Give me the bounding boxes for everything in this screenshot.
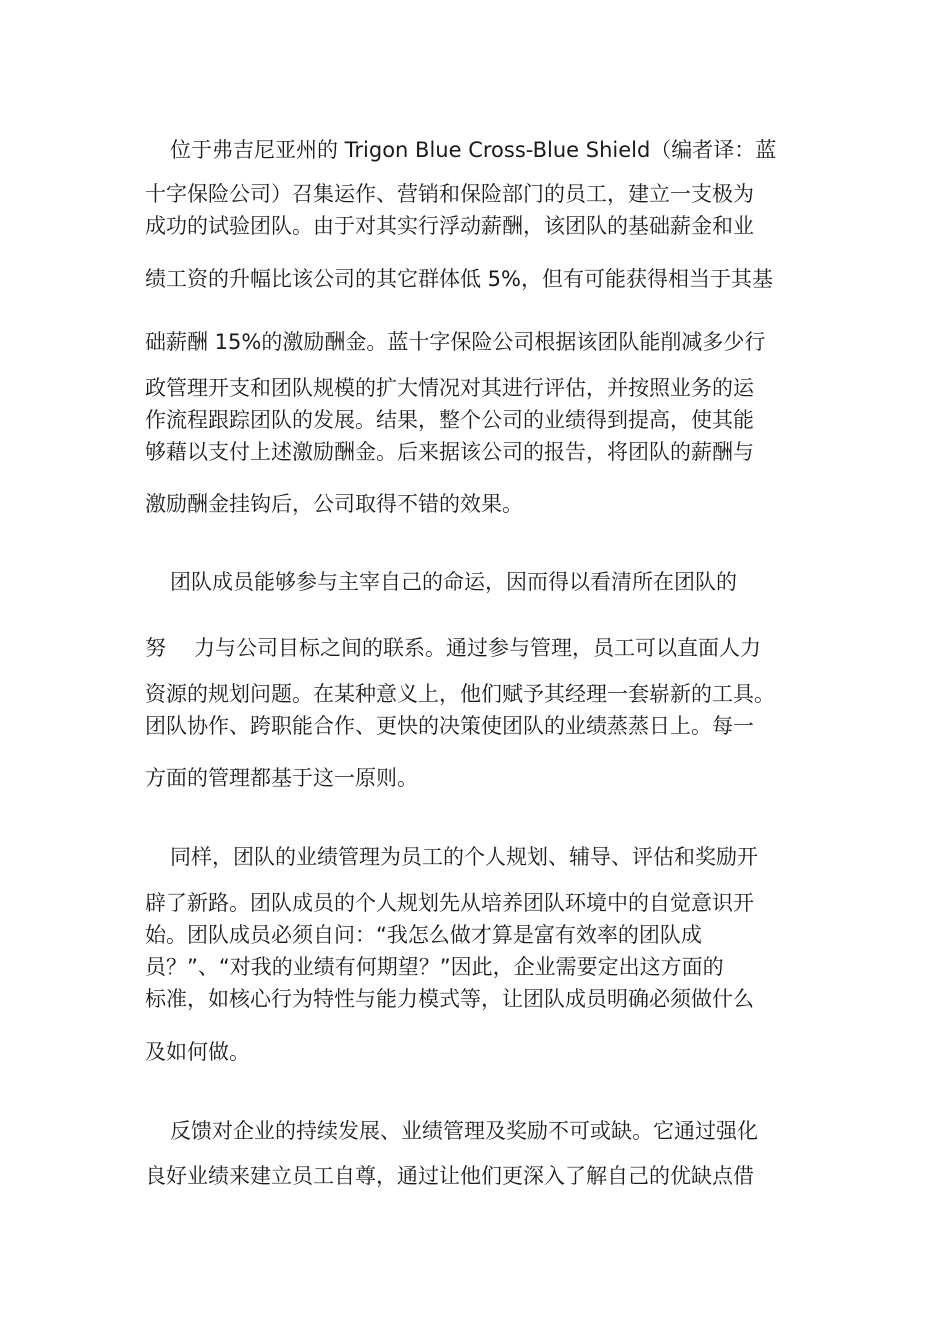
paragraph-1-line-6: 政管理开支和团队规模的扩大情况对其进行评估，并按照业务的运 [145,376,754,400]
paragraph-2-line-4: 团队协作、跨职能合作、更快的决策使团队的业绩蒸蒸日上。每一 [145,714,754,738]
paragraph-3-line-3: 始。团队成员必须自问：“我怎么做才算是富有效率的团队成 [145,923,702,947]
paragraph-1-line-1: 位于弗吉尼亚州的 Trigon Blue Cross-Blue Shield（编者译：蓝 [170,138,777,162]
paragraph-3-line-5: 标准，如核心行为特性与能力模式等，让团队成员明确必须做什么 [145,987,754,1011]
paragraph-3-line-1: 同样，团队的业绩管理为员工的个人规划、辅导、评估和奖励开 [170,845,758,869]
paragraph-3-line-6: 及如何做。 [145,1040,250,1064]
paragraph-2-line-2-text: 力与公司目标之间的联系。通过参与管理，员工可以直面人力 [194,636,761,660]
paragraph-2-line-5: 方面的管理都基于这一原则。 [145,766,418,790]
paragraph-2-line-2 [145,634,825,662]
paragraph-2-lead-char: 努 [145,636,166,660]
paragraph-1-line-7: 作流程跟踪团队的发展。结果，整个公司的业绩得到提高，使其能 [145,408,754,432]
paragraph-1-line-3: 成功的试验团队。由于对其实行浮动薪酬，该团队的基础薪金和业 [145,214,754,238]
paragraph-1-line-5: 础薪酬 15%的激励酬金。蓝十字保险公司根据该团队能削减多少行 [145,330,766,354]
paragraph-3-line-2: 辟了新路。团队成员的个人规划先从培养团队环境中的自觉意识开 [145,891,754,915]
paragraph-1-line-8: 够藉以支付上述激励酬金。后来据该公司的报告，将团队的薪酬与 [145,440,754,464]
paragraph-1-line-2: 十字保险公司）召集运作、营销和保险部门的员工，建立一支极为 [145,182,754,206]
paragraph-1-line-9: 激励酬金挂钩后，公司取得不错的效果。 [145,492,523,516]
paragraph-4-line-2: 良好业绩来建立员工自尊，通过让他们更深入了解自己的优缺点借 [145,1164,754,1188]
paragraph-2-line-3: 资源的规划问题。在某种意义上，他们赋予其经理一套崭新的工具。 [145,682,775,706]
paragraph-2-line-1: 团队成员能够参与主宰自己的命运，因而得以看清所在团队的 [170,570,737,594]
paragraph-3-line-4: 员？”、“对我的业绩有何期望？”因此，企业需要定出这方面的 [145,955,724,979]
paragraph-4-line-1: 反馈对企业的持续发展、业绩管理及奖励不可或缺。它通过强化 [170,1119,758,1143]
paragraph-1-line-4: 绩工资的升幅比该公司的其它群体低 5%，但有可能获得相当于其基 [145,267,773,291]
